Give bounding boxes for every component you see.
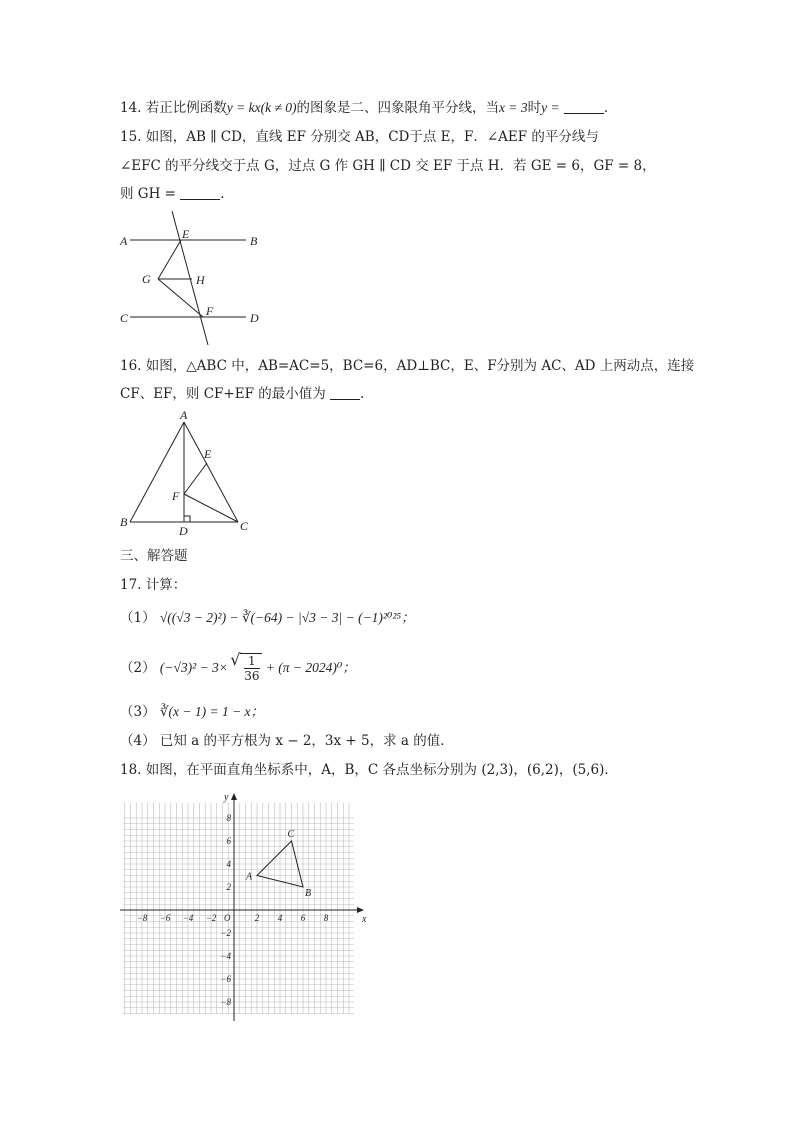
label-d: D: [179, 524, 188, 538]
side-ac: [184, 422, 238, 522]
q15-number: 15.: [120, 129, 142, 145]
y-tick-label: −2: [220, 928, 231, 938]
q16-text-2: CF、EF，则 CF+EF 的最小值为: [120, 386, 326, 402]
point-label-b: B: [305, 888, 312, 899]
figure-15: [110, 205, 270, 355]
q15-answer-blank: [180, 185, 220, 200]
label-a: A: [180, 408, 188, 422]
figure-16: [110, 408, 260, 540]
q14-number: 14.: [120, 100, 142, 116]
q16-text-1: 如图，△ABC 中，AB=AC=5，BC=6，AD⊥BC，E、F分别为 AC、AD 上两动点，连接: [145, 358, 695, 374]
x-axis-label: x: [362, 914, 367, 925]
y-tick-label: −8: [220, 997, 231, 1007]
segment-ef: [184, 463, 207, 494]
x-tick-label: 6: [300, 913, 306, 923]
label-c: C: [240, 519, 249, 533]
q15-text-1: 如图，AB ∥ CD，直线 EF 分别交 AB，CD于点 E，F．∠AEF 的平分线与: [145, 129, 599, 145]
segment-ge: [158, 240, 181, 279]
question-17-title: 17. 计算：: [120, 577, 187, 593]
question-17-part-3: [120, 702, 264, 722]
q17-p1-label: （1）: [120, 610, 156, 626]
question-15-line-1: [120, 127, 599, 147]
x-tick-label: −4: [182, 913, 194, 923]
label-b: B: [250, 234, 258, 248]
label-e: E: [182, 227, 190, 241]
x-tick-label: −6: [159, 913, 171, 923]
question-14: [120, 98, 608, 118]
origin-label: O: [224, 913, 231, 923]
q14-period: .: [603, 100, 609, 116]
question-15-line-3: [120, 184, 225, 204]
q17-p2-fraction: √ $\frac{1}{36}$: [244, 654, 260, 683]
x-tick-label: −8: [136, 913, 148, 923]
q17-p3-label: （3）: [120, 704, 156, 720]
question-16-line-1: [120, 356, 694, 376]
q14-text-pre: 若正比例函数: [145, 100, 227, 116]
label-a: A: [120, 234, 128, 248]
coordinate-grid: [118, 792, 372, 1024]
q17-p4-text: 已知 a 的平方根为 x − 2，3x + 5，求 a 的值．: [159, 733, 454, 749]
q14-answer-blank: [564, 99, 604, 114]
point-label-c: C: [287, 829, 295, 840]
y-tick-label: −6: [220, 974, 231, 984]
y-tick-label: 8: [226, 813, 231, 823]
q16-number: 16.: [120, 358, 142, 374]
y-tick-label: 6: [226, 836, 231, 846]
x-tick-label: −2: [205, 913, 217, 923]
y-tick-label: 2: [226, 882, 231, 892]
label-d: D: [250, 311, 259, 325]
q16-period: .: [360, 386, 365, 402]
y-tick-label: 4: [226, 859, 231, 869]
q17-p2-expr-a: (−√3)² − 3×: [159, 660, 228, 675]
label-g: G: [142, 272, 151, 286]
q15-period: .: [220, 186, 225, 202]
label-f: F: [172, 489, 180, 503]
q17-p1-expression: √((√3 − 2)²) − ∛(−64) − |√3 − 3| − (−1)²⁰²⁵；: [159, 610, 415, 625]
x-tick-label: 2: [254, 913, 260, 923]
q17-p2-label: （2）: [120, 660, 156, 676]
q14-text-post: 时: [527, 100, 542, 116]
q17-p4-label: （4）: [120, 733, 156, 749]
y-axis-arrow: [231, 793, 237, 800]
x-tick-label: 4: [277, 913, 283, 923]
q16-answer-blank: [330, 385, 360, 400]
question-15-line-2: [120, 156, 656, 176]
q14-condition: x = 3: [499, 100, 528, 115]
label-e: E: [204, 447, 212, 461]
label-c: C: [120, 311, 129, 325]
y-tick-label: −4: [220, 951, 231, 961]
question-17-part-4: [120, 731, 454, 751]
q14-y-equals: y =: [541, 100, 560, 115]
q15-text-2: ∠EFC 的平分线交于点 G，过点 G 作 GH ∥ CD 交 EF 于点 H．若 GE = 6，GF = 8，: [120, 158, 656, 174]
q14-formula: y = kx(k ≠ 0): [226, 100, 297, 115]
section-3-heading: 三、解答题: [120, 548, 188, 564]
question-16-line-2: [120, 384, 364, 404]
q17-p3-expression: ∛(x − 1) = 1 − x；: [159, 704, 265, 719]
side-ab: [130, 422, 184, 522]
x-axis-arrow: [357, 907, 364, 913]
point-label-a: A: [246, 871, 253, 883]
question-17-part-1: [120, 608, 415, 628]
label-f: F: [206, 304, 214, 318]
q14-text-mid: 的图象是二、四象限角平分线，当: [296, 100, 500, 116]
label-h: H: [196, 273, 205, 287]
q17-p2-expr-b: + (π − 2024)⁰；: [265, 660, 356, 675]
label-b: B: [120, 515, 128, 529]
right-angle-mark: [184, 516, 190, 522]
q15-text-3: 则 GH =: [120, 186, 176, 202]
question-18: 18. 如图，在平面直角坐标系中，A，B，C 各点坐标分别为 (2,3)，(6,2)，(5,6)．: [120, 762, 618, 778]
y-axis-label: y: [224, 792, 229, 803]
question-17-part-2: [120, 652, 356, 684]
x-tick-label: 8: [323, 913, 329, 923]
q17-p2-sqrt: [240, 653, 261, 683]
